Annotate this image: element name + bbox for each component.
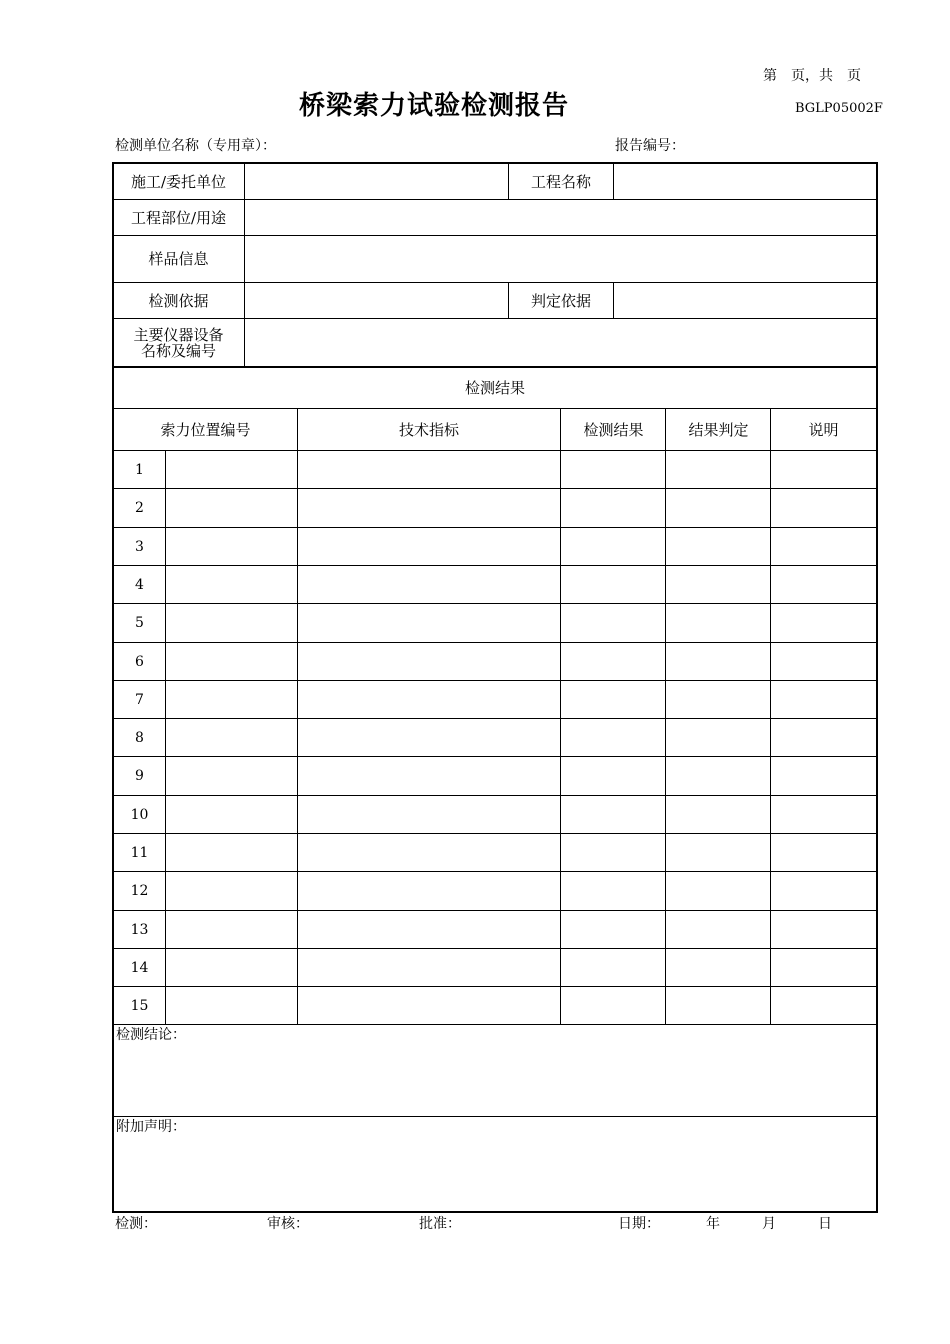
judgement-field[interactable] (666, 911, 770, 948)
report-title: 桥梁索力试验检测报告 (299, 91, 570, 121)
result-field[interactable] (561, 643, 665, 680)
col-header-spec: 技术指标 (398, 420, 459, 439)
col-header-result: 检测结果 (583, 420, 644, 439)
note-field[interactable] (771, 604, 876, 641)
frame-right (876, 162, 878, 1213)
judgement-field[interactable] (666, 719, 770, 756)
note-field[interactable] (771, 949, 876, 986)
result-field[interactable] (561, 911, 665, 948)
sample-field[interactable] (245, 236, 876, 282)
location-label: 工程部位/用途 (130, 208, 227, 227)
testing-unit-label: 检测单位名称（专用章）： (115, 138, 276, 154)
spec-field[interactable] (298, 489, 560, 526)
row-number: 5 (135, 614, 144, 631)
spec-field[interactable] (298, 834, 560, 871)
row-number: 9 (135, 767, 144, 784)
basis-field[interactable] (245, 283, 508, 318)
equipment-label-line1: 主要仪器设备 (133, 325, 224, 344)
conclusion-label: 检测结论： (116, 1027, 186, 1043)
judgement-field[interactable] (666, 681, 770, 718)
sample-label: 样品信息 (148, 250, 209, 268)
judgement-field[interactable] (666, 872, 770, 909)
client-field[interactable] (245, 164, 508, 199)
tester-label: 检测： (115, 1216, 157, 1232)
position-field[interactable] (166, 949, 297, 986)
equipment-field[interactable] (245, 319, 876, 366)
row-number: 2 (135, 499, 144, 516)
statement-label: 附加声明： (116, 1119, 186, 1135)
judgement-field[interactable] (666, 489, 770, 526)
result-field[interactable] (561, 489, 665, 526)
col-header-judgement: 结果判定 (688, 420, 749, 439)
equipment-label-line2: 名称及编号 (140, 341, 216, 360)
basis-label: 检测依据 (148, 291, 209, 310)
row-number: 3 (135, 538, 144, 555)
results-bottom-line (112, 1024, 878, 1025)
date-month: 月 (762, 1216, 776, 1232)
position-field[interactable] (166, 604, 297, 641)
spec-field[interactable] (298, 643, 560, 680)
note-field[interactable] (771, 489, 876, 526)
spec-field[interactable] (298, 796, 560, 833)
judgement-field[interactable] (666, 643, 770, 680)
position-field[interactable] (166, 987, 297, 1024)
judgement-field[interactable] (666, 949, 770, 986)
project-name-field[interactable] (614, 164, 876, 199)
approver-label: 批准： (419, 1216, 461, 1232)
note-field[interactable] (771, 451, 876, 488)
row-number: 10 (130, 806, 149, 823)
note-field[interactable] (771, 757, 876, 794)
spec-field[interactable] (298, 911, 560, 948)
statement-field[interactable] (114, 1136, 876, 1210)
position-field[interactable] (166, 451, 297, 488)
spec-field[interactable] (298, 719, 560, 756)
judgement-field[interactable] (666, 834, 770, 871)
client-label: 施工/委托单位 (130, 172, 227, 191)
frame-bottom (112, 1211, 878, 1213)
result-field[interactable] (561, 987, 665, 1024)
row-number: 12 (130, 882, 149, 899)
result-field[interactable] (561, 872, 665, 909)
judgement-field[interactable] (666, 451, 770, 488)
row-number: 6 (135, 653, 144, 670)
note-field[interactable] (771, 911, 876, 948)
location-field[interactable] (245, 200, 876, 235)
spec-field[interactable] (298, 949, 560, 986)
row-number: 11 (130, 844, 149, 861)
results-section-title: 检测结果 (464, 379, 525, 397)
spec-field[interactable] (298, 681, 560, 718)
judgement-field[interactable] (666, 604, 770, 641)
position-field[interactable] (166, 528, 297, 565)
position-field[interactable] (166, 757, 297, 794)
date-year: 年 (706, 1216, 720, 1232)
equipment-label (113, 319, 244, 366)
spec-field[interactable] (298, 604, 560, 641)
position-field[interactable] (166, 681, 297, 718)
spec-field[interactable] (298, 528, 560, 565)
date-label: 日期： (618, 1216, 660, 1232)
conclusion-field[interactable] (114, 1044, 876, 1116)
date-day: 日 (818, 1216, 832, 1232)
judgement-field[interactable] (666, 987, 770, 1024)
criteria-label: 判定依据 (530, 291, 591, 310)
result-field[interactable] (561, 834, 665, 871)
note-field[interactable] (771, 987, 876, 1024)
note-field[interactable] (771, 796, 876, 833)
note-field[interactable] (771, 834, 876, 871)
spec-field[interactable] (298, 987, 560, 1024)
row-number: 4 (135, 576, 144, 593)
note-field[interactable] (771, 528, 876, 565)
page-info: 第 页，共 页 (763, 68, 861, 84)
spec-field[interactable] (298, 757, 560, 794)
col-header-position: 索力位置编号 (160, 420, 251, 439)
report-number-label: 报告编号： (615, 138, 685, 154)
note-field[interactable] (771, 566, 876, 603)
position-field[interactable] (166, 719, 297, 756)
row-number: 8 (135, 729, 144, 746)
note-field[interactable] (771, 872, 876, 909)
position-field[interactable] (166, 872, 297, 909)
note-field[interactable] (771, 681, 876, 718)
row-number: 13 (130, 921, 149, 938)
spec-field[interactable] (298, 451, 560, 488)
judgement-field[interactable] (666, 528, 770, 565)
conclusion-line (112, 1116, 878, 1117)
result-field[interactable] (561, 566, 665, 603)
position-field[interactable] (166, 643, 297, 680)
result-field[interactable] (561, 528, 665, 565)
row-number: 15 (130, 997, 149, 1014)
position-field[interactable] (166, 911, 297, 948)
result-field[interactable] (561, 949, 665, 986)
position-field[interactable] (166, 796, 297, 833)
position-field[interactable] (166, 566, 297, 603)
judgement-field[interactable] (666, 796, 770, 833)
spec-field[interactable] (298, 872, 560, 909)
note-field[interactable] (771, 719, 876, 756)
judgement-field[interactable] (666, 757, 770, 794)
col-header-note: 说明 (808, 420, 839, 439)
result-field[interactable] (561, 451, 665, 488)
criteria-field[interactable] (614, 283, 876, 318)
result-field[interactable] (561, 757, 665, 794)
position-field[interactable] (166, 489, 297, 526)
result-field[interactable] (561, 796, 665, 833)
result-field[interactable] (561, 604, 665, 641)
project-name-label: 工程名称 (530, 172, 591, 191)
position-field[interactable] (166, 834, 297, 871)
row-number: 14 (130, 959, 149, 976)
result-field[interactable] (561, 681, 665, 718)
row-number: 1 (135, 461, 144, 478)
form-code: BGLP05002F (795, 101, 883, 116)
note-field[interactable] (771, 643, 876, 680)
result-field[interactable] (561, 719, 665, 756)
row-number: 7 (135, 691, 144, 708)
spec-field[interactable] (298, 566, 560, 603)
judgement-field[interactable] (666, 566, 770, 603)
reviewer-label: 审核： (267, 1216, 309, 1232)
